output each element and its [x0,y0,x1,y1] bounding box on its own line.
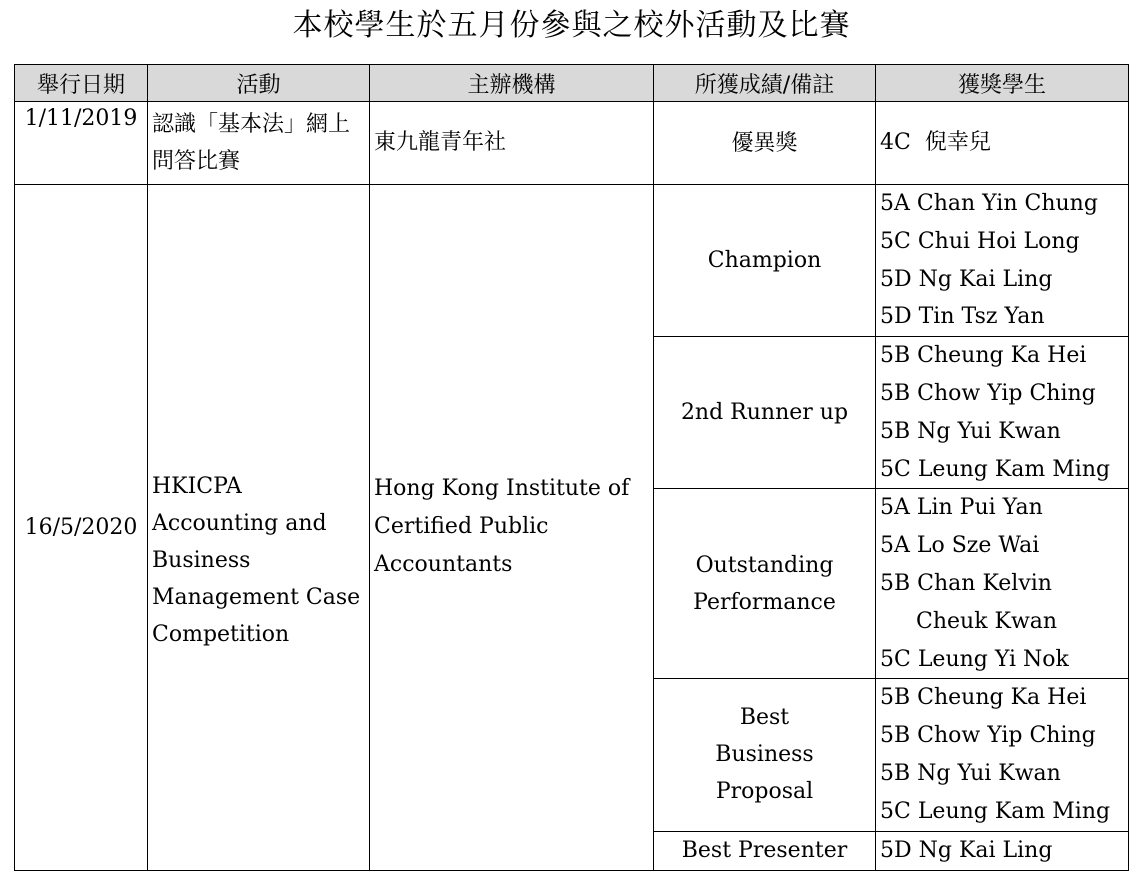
student-name: 5D Ng Kai Ling [880,837,1053,863]
result-cell: Best Presenter [654,831,876,870]
student-name: 5A Chan Yin Chung [880,191,1098,216]
organizer-cell: 東九龍青年社 [370,102,654,185]
activity-cell: 認識「基本法」網上問答比賽 [148,102,370,185]
student-name: 5B Cheung Ka Hei [880,343,1087,369]
student-name: 5B Ng Yui Kwan [880,760,1061,786]
table-row [15,102,1129,185]
result-cell: Best Business Proposal [654,679,876,831]
student-name: 5D Ng Kai Ling [880,266,1053,292]
header-result: 所獲成績/備註 [654,65,876,102]
date-cell: 1/11/2019 [15,102,148,185]
header-students: 獲獎學生 [876,65,1129,102]
student-name: 5B Cheung Ka Hei [880,685,1087,711]
student-name: 5D Tin Tsz Yan [880,304,1045,330]
header-date: 舉行日期 [15,65,148,102]
student-name: 5C Leung Kam Ming [880,456,1111,482]
students-cell [876,679,1129,831]
date-cell: 16/5/2020 [15,185,148,871]
student-name: 5B Chow Yip Ching [880,380,1096,406]
students-cell [876,831,1129,870]
table-header-row [15,65,1129,102]
student-name: 5A Lin Pui Yan [880,495,1043,521]
result-cell: Outstanding Performance [654,489,876,679]
result-cell: 優異獎 [654,102,876,185]
page-title: 本校學生於五月份參與之校外活動及比賽 [292,8,851,43]
result-cell: 2nd Runner up [654,337,876,489]
table-row [15,185,1129,337]
student-name: 5C Chui Hoi Long [880,228,1080,254]
awards-table [14,64,1129,871]
student-name: 5C Leung Kam Ming [880,798,1111,824]
student-name: 5A Lo Sze Wai [880,533,1040,559]
students-cell [876,489,1129,679]
result-cell: Champion [654,185,876,337]
students-cell [876,337,1129,489]
student-name: 5B Chow Yip Ching [880,723,1096,749]
organizer-cell: Hong Kong Institute of Certified Public Accountants [370,185,654,871]
activity-cell: HKICPA Accounting and Business Management Case Competition [148,185,370,871]
student-name: 5B Ng Yui Kwan [880,418,1061,444]
students-cell [876,102,1129,185]
student-name: 4C 倪幸兒 [880,130,991,156]
header-organizer: 主辦機構 [370,65,654,102]
header-activity: 活動 [148,65,370,102]
students-cell [876,185,1129,337]
student-name: 5C Leung Yi Nok [880,646,1069,672]
student-name: 5B Chan Kelvin Cheuk Kwan [880,570,1058,634]
